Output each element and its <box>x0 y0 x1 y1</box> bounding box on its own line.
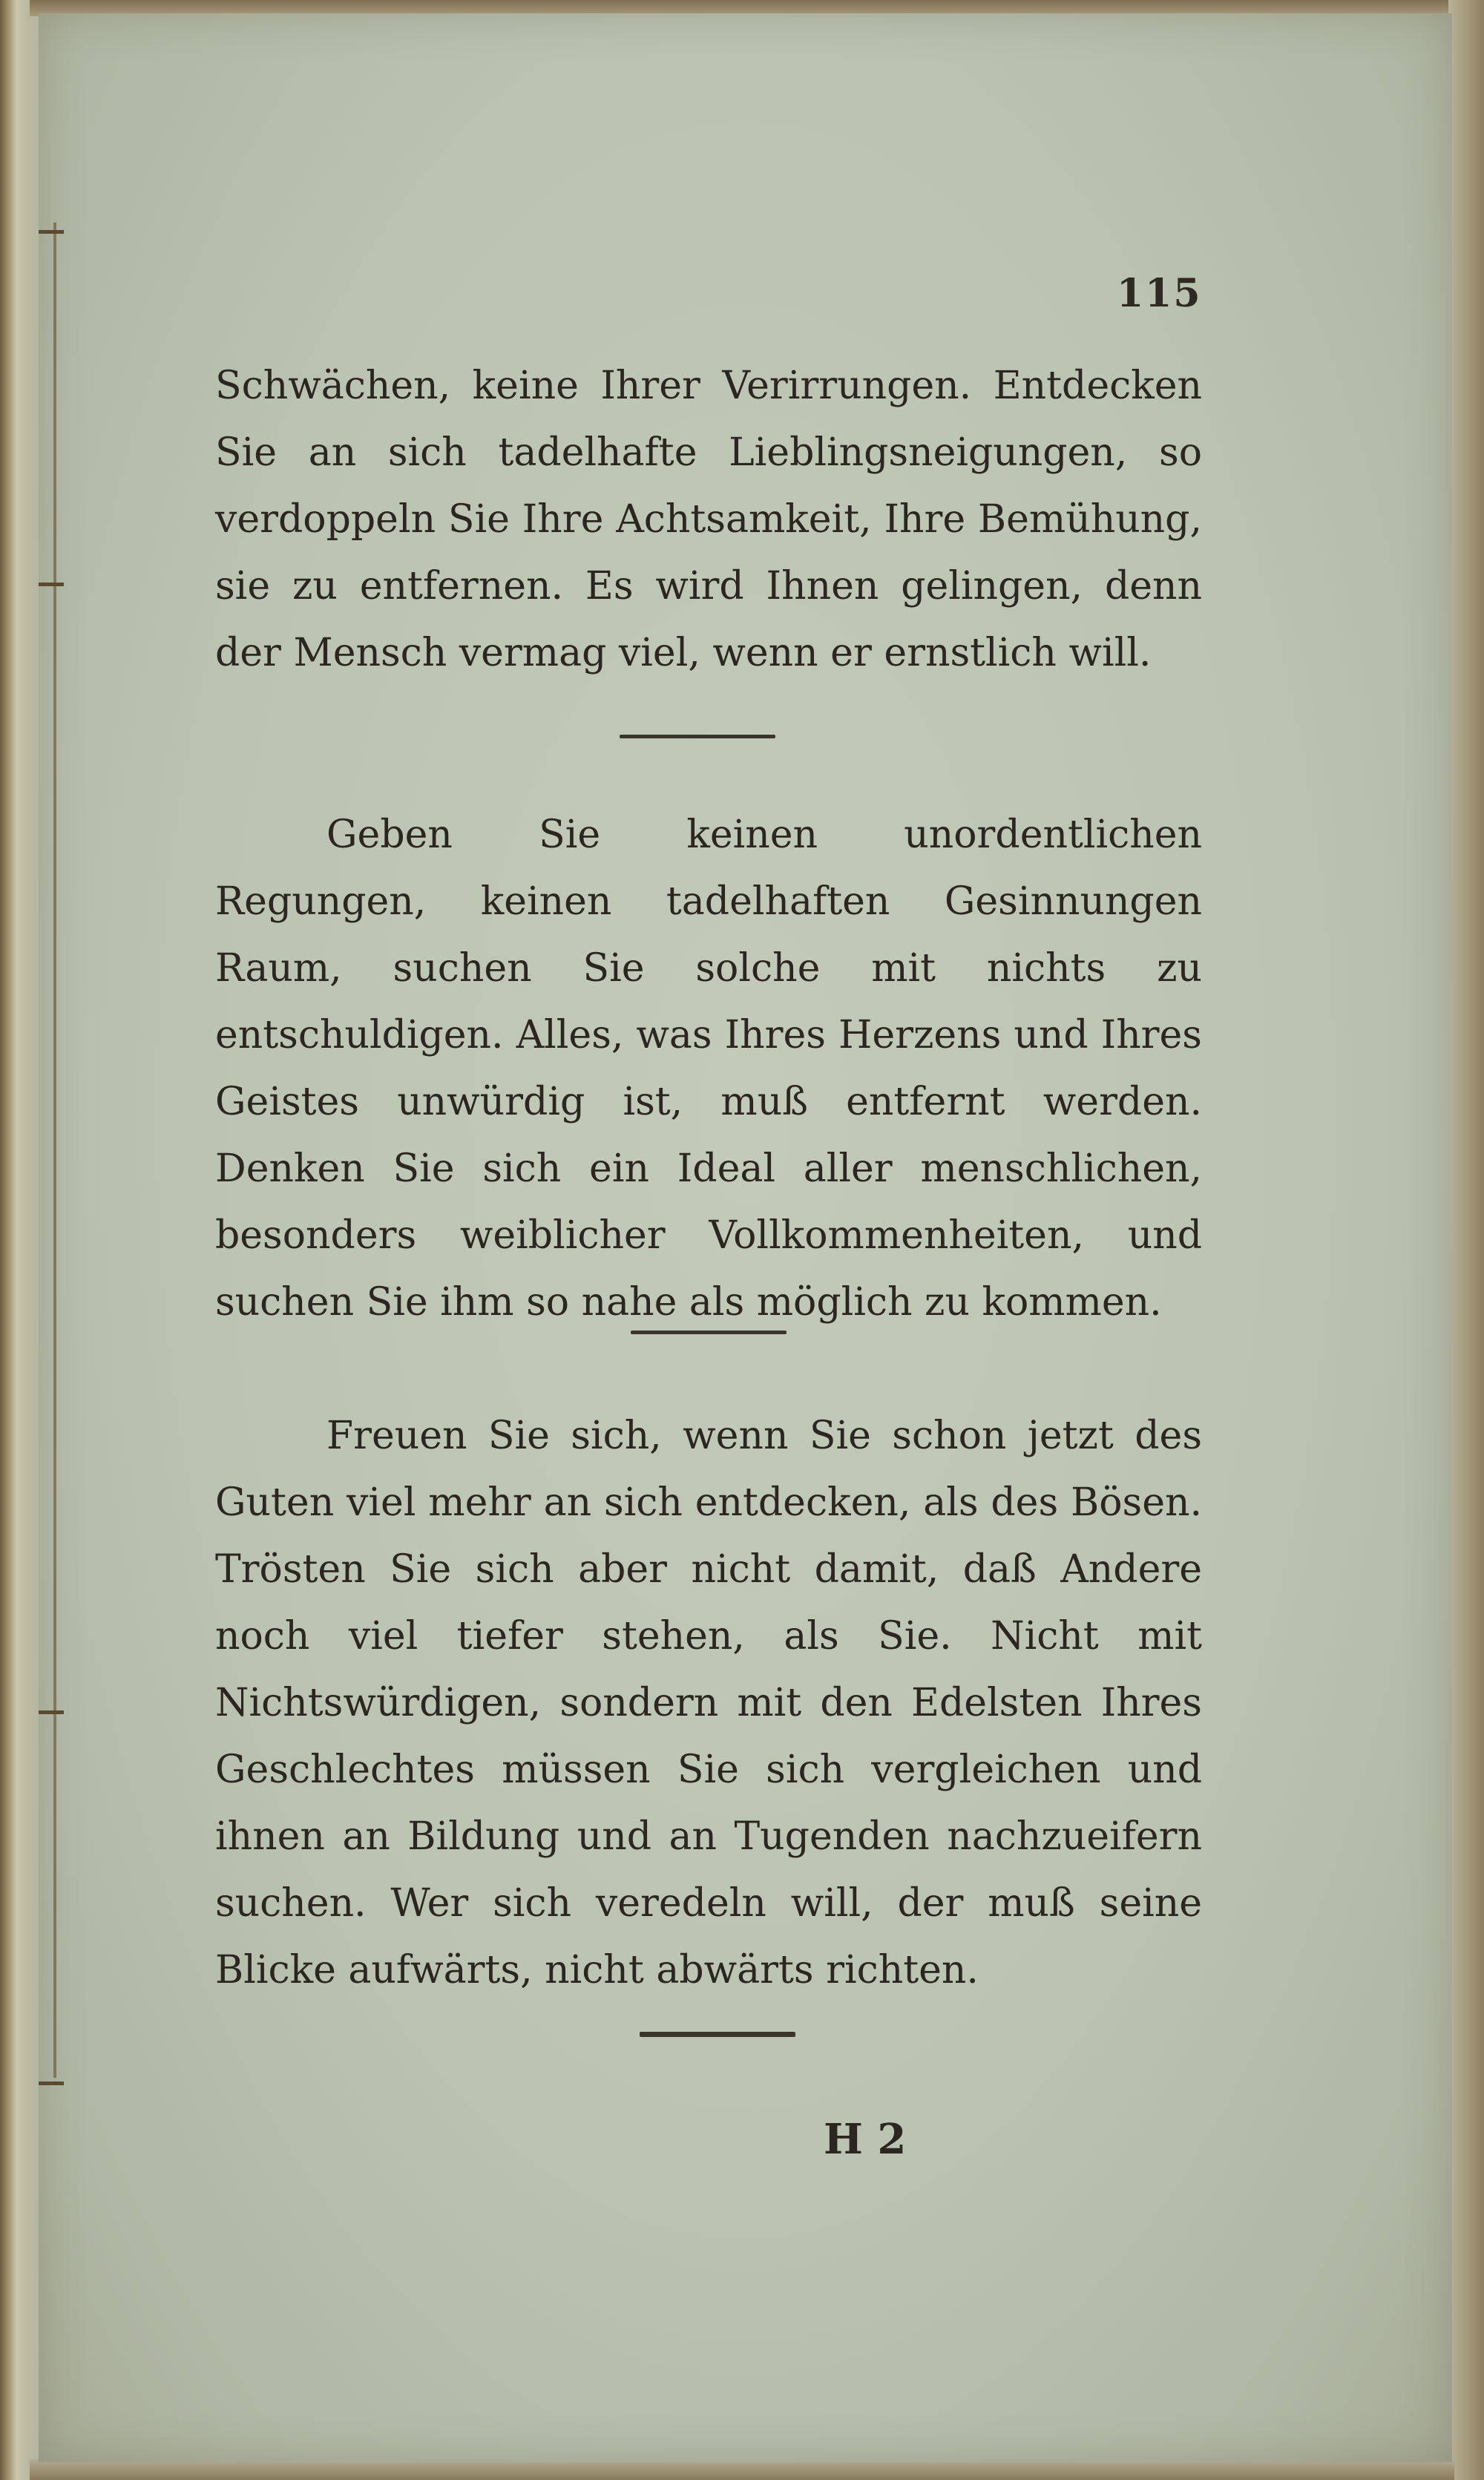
binding-stitch <box>39 2082 64 2085</box>
paragraph-2: Geben Sie keinen unordentlichen Regungen, keinen tadelhaften Gesinnungen Raum, suchen Sie solche mit nichts zu entschuldigen. Alles, was Ihres Herzens und Ihres Geistes unwürdig ist, muß entfernt werden. Denken Sie sich ein Ideal aller menschlichen, besonders weiblicher Vollkommenheiten, und suchen Sie ihm so nahe als möglich zu kommen. <box>215 813 1202 1325</box>
page-number: 115 <box>1117 271 1202 316</box>
paragraph-3: Freuen Sie sich, wenn Sie schon jetzt des Guten viel mehr an sich entdecken, als des Bösen. Trösten Sie sich aber nicht damit, daß Andere noch viel tiefer stehen, als Sie. Nicht mit Nichtswürdigen, sondern mit den Edelsten Ihres Geschlechtes müssen Sie sich vergleichen und ihnen an Bildung und an Tugenden nachzueifern suchen. Wer sich veredeln will, der muß seine Blicke aufwärts, nicht abwärts richten. <box>215 1414 1202 1992</box>
binding-stitch <box>39 1710 64 1714</box>
page-bottom-edge <box>30 2459 1454 2480</box>
section-divider <box>640 2032 795 2037</box>
section-divider <box>620 735 775 738</box>
section-divider <box>631 1331 787 1334</box>
binding-stitch <box>39 230 64 234</box>
signature-mark: H 2 <box>824 2115 907 2164</box>
binding-gutter <box>53 223 56 2078</box>
page-right-edge <box>1448 0 1484 2480</box>
paragraph-1: Schwächen, keine Ihrer Verirrungen. Entdecken Sie an sich tadelhafte Lieblingsneigungen, so verdoppeln Sie Ihre Achtsamkeit, Ihre Bemühung, sie zu entfernen. Es wird Ihnen gelingen, denn der Mensch vermag viel, wenn er ernstlich will. <box>215 364 1202 675</box>
binding-stitch <box>39 583 64 586</box>
